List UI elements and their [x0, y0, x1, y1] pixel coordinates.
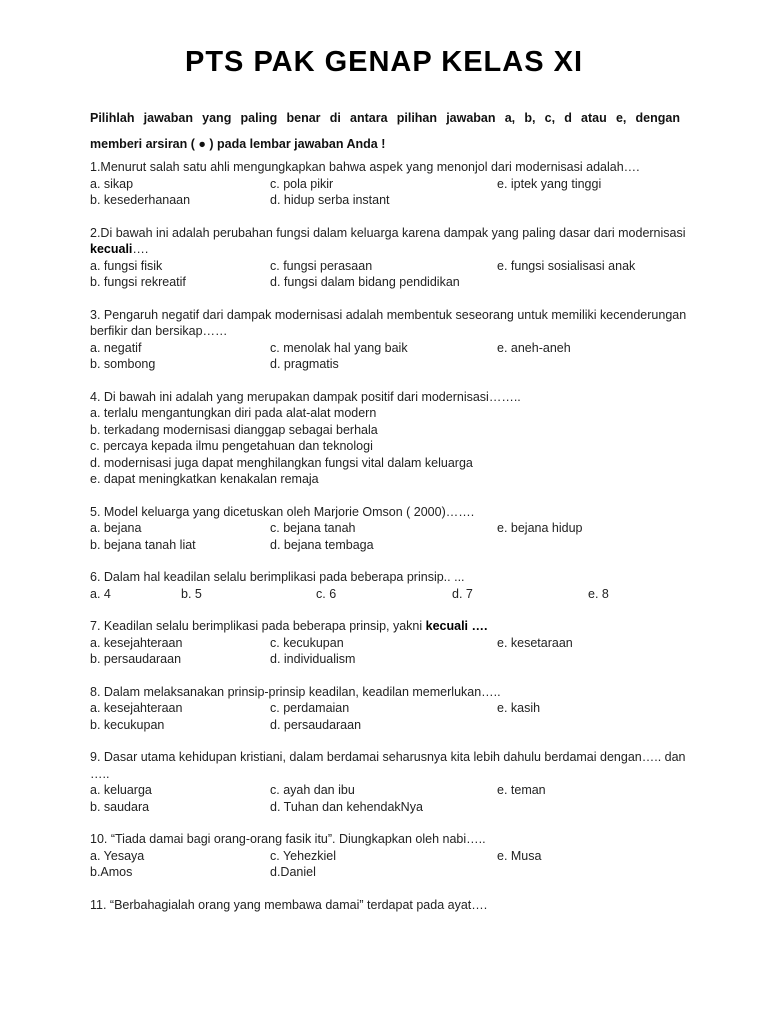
options-row	[90, 586, 690, 603]
question-4	[90, 389, 690, 488]
option-d: d. 7	[452, 586, 473, 601]
question-1	[90, 159, 690, 209]
option-e: e. dapat meningkatkan kenakalan remaja	[90, 472, 319, 486]
question-stem: 6. Dalam hal keadilan selalu berimplikasi pada beberapa prinsip.. ...	[90, 570, 465, 584]
question-3	[90, 307, 690, 373]
option-d: d. individualism	[270, 652, 356, 666]
option-e: e. kasih	[497, 701, 541, 715]
options-row	[90, 274, 690, 291]
option-a: a. fungsi fisik	[90, 258, 163, 273]
options-row	[90, 176, 690, 193]
option-c: c. Yehezkiel	[270, 848, 337, 863]
options-row	[90, 864, 690, 881]
option-c: c. fungsi perasaan	[270, 258, 373, 273]
option-d: d. persaudaraan	[270, 717, 362, 732]
option-a: a. keluarga	[90, 783, 152, 797]
option-c: c. menolak hal yang baik	[270, 340, 408, 355]
question-2	[90, 225, 690, 291]
option-d: d. pragmatis	[270, 357, 339, 371]
page-title: PTS PAK GENAP KELAS XI	[185, 46, 583, 78]
question-7	[90, 618, 690, 668]
option-b: b.Amos	[90, 865, 133, 879]
question-stem: 9. Dasar utama kehidupan kristiani, dalam berdamai seharusnya kita lebih dahulu berdamai dengan….. dan …..	[90, 750, 686, 781]
options-row	[90, 520, 690, 537]
option-e: e. bejana hidup	[497, 521, 583, 535]
question-stem: 11. “Berbahagialah orang yang membawa damai” terdapat pada ayat….	[90, 897, 488, 912]
question-5	[90, 504, 690, 554]
option-e: e. aneh-aneh	[497, 340, 571, 355]
option-e: e. 8	[588, 586, 609, 601]
option-a: a. kesejahteraan	[90, 701, 183, 715]
option-b: b. sombong	[90, 357, 156, 371]
option-b: b. fungsi rekreatif	[90, 275, 186, 289]
option-d: d.Daniel	[270, 865, 316, 879]
question-stem: 1.Menurut salah satu ahli mengungkapkan bahwa aspek yang menonjol dari modernisasi adalah….	[90, 160, 640, 174]
question-10	[90, 831, 690, 881]
options-row	[90, 799, 690, 816]
question-stem: 10. “Tiada damai bagi orang-orang fasik itu”. Diungkapkan oleh nabi…..	[90, 832, 486, 846]
option-c: c. 6	[316, 586, 337, 601]
question-stem: 4. Di bawah ini adalah yang merupakan dampak positif dari modernisasi……..	[90, 389, 521, 404]
option-e: e. fungsi sosialisasi anak	[497, 258, 636, 273]
question-stem: 5. Model keluarga yang dicetuskan oleh Marjorie Omson ( 2000)…….	[90, 504, 475, 519]
option-a: a. bejana	[90, 521, 142, 535]
stem-emphasis: kecuali	[90, 242, 133, 256]
option-b: b. persaudaraan	[90, 652, 182, 666]
stem-text: ….	[132, 242, 149, 256]
option-e: e. kesetaraan	[497, 635, 573, 650]
options-row	[90, 537, 690, 554]
option-b: b. 5	[181, 586, 202, 601]
question-8	[90, 684, 690, 734]
questions-list	[90, 159, 690, 929]
options-row	[90, 717, 690, 734]
question-stem	[90, 225, 690, 258]
option-e: e. teman	[497, 783, 546, 797]
option-a: a. negatif	[90, 340, 142, 355]
option-c: c. pola pikir	[270, 176, 334, 191]
option-d: d. fungsi dalam bidang pendidikan	[270, 275, 460, 289]
option-c: c. kecukupan	[270, 635, 344, 650]
option-b: b. saudara	[90, 799, 150, 814]
option-e: e. Musa	[497, 848, 542, 863]
options-row	[90, 635, 690, 652]
option-d: d. hidup serba instant	[270, 193, 390, 207]
option-c: c. percaya kepada ilmu pengetahuan dan teknologi	[90, 439, 373, 453]
options-row	[90, 848, 690, 865]
options-row	[90, 651, 690, 668]
option-a: a. Yesaya	[90, 848, 145, 863]
option-b: b. terkadang modernisasi dianggap sebagai berhala	[90, 422, 378, 437]
question-9	[90, 749, 690, 815]
option-c: c. ayah dan ibu	[270, 783, 355, 797]
options-row	[90, 340, 690, 357]
option-d: d. bejana tembaga	[270, 537, 374, 552]
options-row	[90, 192, 690, 209]
option-c: c. bejana tanah	[270, 521, 356, 535]
option-a: a. sikap	[90, 176, 134, 191]
question-stem: 3. Pengaruh negatif dari dampak modernisasi adalah membentuk seseorang untuk memiliki kecenderungan berfikir dan bersikap……	[90, 307, 687, 338]
stem-text: 2.Di bawah ini adalah perubahan fungsi dalam keluarga karena dampak yang paling dasar dari modernisasi	[90, 225, 686, 240]
stem-text: 7. Keadilan selalu berimplikasi pada beberapa prinsip, yakni	[90, 619, 426, 633]
question-stem: 8. Dalam melaksanakan prinsip-prinsip keadilan, keadilan memerlukan…..	[90, 684, 501, 699]
instructions-line-1: Pilihlah jawaban yang paling benar di antara pilihan jawaban a, b, c, d atau e, dengan	[90, 111, 680, 125]
question-11	[90, 897, 690, 914]
option-b: b. kecukupan	[90, 717, 165, 732]
option-a: a. terlalu mengantungkan diri pada alat-alat modern	[90, 406, 377, 420]
question-stem	[90, 618, 690, 635]
option-d: d. modernisasi juga dapat menghilangkan fungsi vital dalam keluarga	[90, 455, 473, 470]
options-row	[90, 356, 690, 373]
option-b: b. bejana tanah liat	[90, 537, 196, 552]
option-a: a. kesejahteraan	[90, 635, 183, 650]
option-b: b. kesederhanaan	[90, 193, 191, 207]
options-row	[90, 258, 690, 275]
option-d: d. Tuhan dan kehendakNya	[270, 799, 423, 814]
instructions-line-2: memberi arsiran ( ● ) pada lembar jawaban Anda !	[90, 137, 386, 151]
options-row	[90, 700, 690, 717]
options-row	[90, 782, 690, 799]
option-e: e. iptek yang tinggi	[497, 176, 602, 191]
option-a: a. 4	[90, 586, 111, 601]
stem-emphasis: kecuali ….	[425, 619, 488, 633]
question-6	[90, 569, 690, 602]
option-c: c. perdamaian	[270, 701, 350, 715]
